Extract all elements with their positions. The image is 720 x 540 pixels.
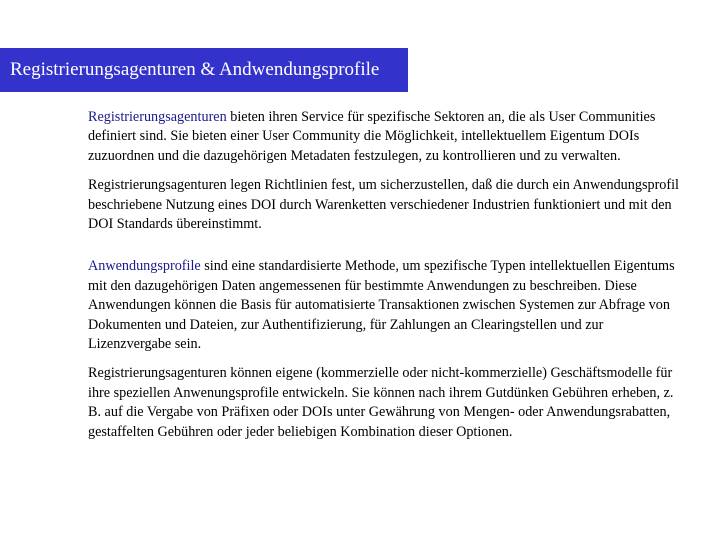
term-application-profiles: Anwendungsprofile (88, 258, 201, 275)
term-registration-agencies: Registrierungsagenturen (88, 109, 227, 125)
paragraph-registration-agencies (88, 108, 688, 166)
slide-title: Registrierungsagenturen & Andwendungsprofile (10, 59, 380, 80)
slide-title-bar (0, 48, 408, 92)
paragraph-text: sind eine standardisierte Methode, um spezifische Typen intellektuellen Eigentums mit den dazugehörigen Daten angemessenen für bestimmte Anwendungen zu beschreiben. Diese Anwendungen können die Basis für automatisierte Transaktionen zwischen Systemen zur Abfrage von Dokumenten und Dateien, zur Authentifizierung, für Zahlungen an Clearingstellen und zur Lizenzvergabe sein. (88, 258, 675, 353)
paragraph-text: bieten ihren Service für spezifische Sektoren an, die als User Communities definiert sind. Sie bieten einer User Community die Möglichkeit, intellektuellem Eigentum DOIs zuzuordnen und die dazugehörigen Metadaten festzulegen, zu kontrollieren und zu verwalten. (88, 109, 656, 164)
paragraph-application-profiles (88, 257, 688, 354)
paragraph-business-models (88, 364, 688, 442)
paragraph-guidelines (88, 176, 688, 234)
slide-body (88, 108, 688, 442)
paragraph-text: Registrierungsagenturen können eigene (kommerzielle oder nicht-kommerzielle) Geschäftsmodelle für ihre speziellen Anwenungsprofile entwickeln. Sie können nach ihrem Gutdünken Gebühren erheben, z. B. auf die Vergabe von Präfixen oder DOIs unter Gewährung von Mengen- oder Anwendungsrabatten, gestaffelten Gebühren oder jeder beliebigen Kombination dieser Optionen. (88, 365, 674, 440)
paragraph-text: Registrierungsagenturen legen Richtlinien fest, um sicherzustellen, daß die durch ein Anwendungsprofil beschriebene Nutzung eines DOI durch Warenketten verschiedener Industrien funktioniert und mit den DOI Standards übereinstimmt. (88, 177, 679, 233)
